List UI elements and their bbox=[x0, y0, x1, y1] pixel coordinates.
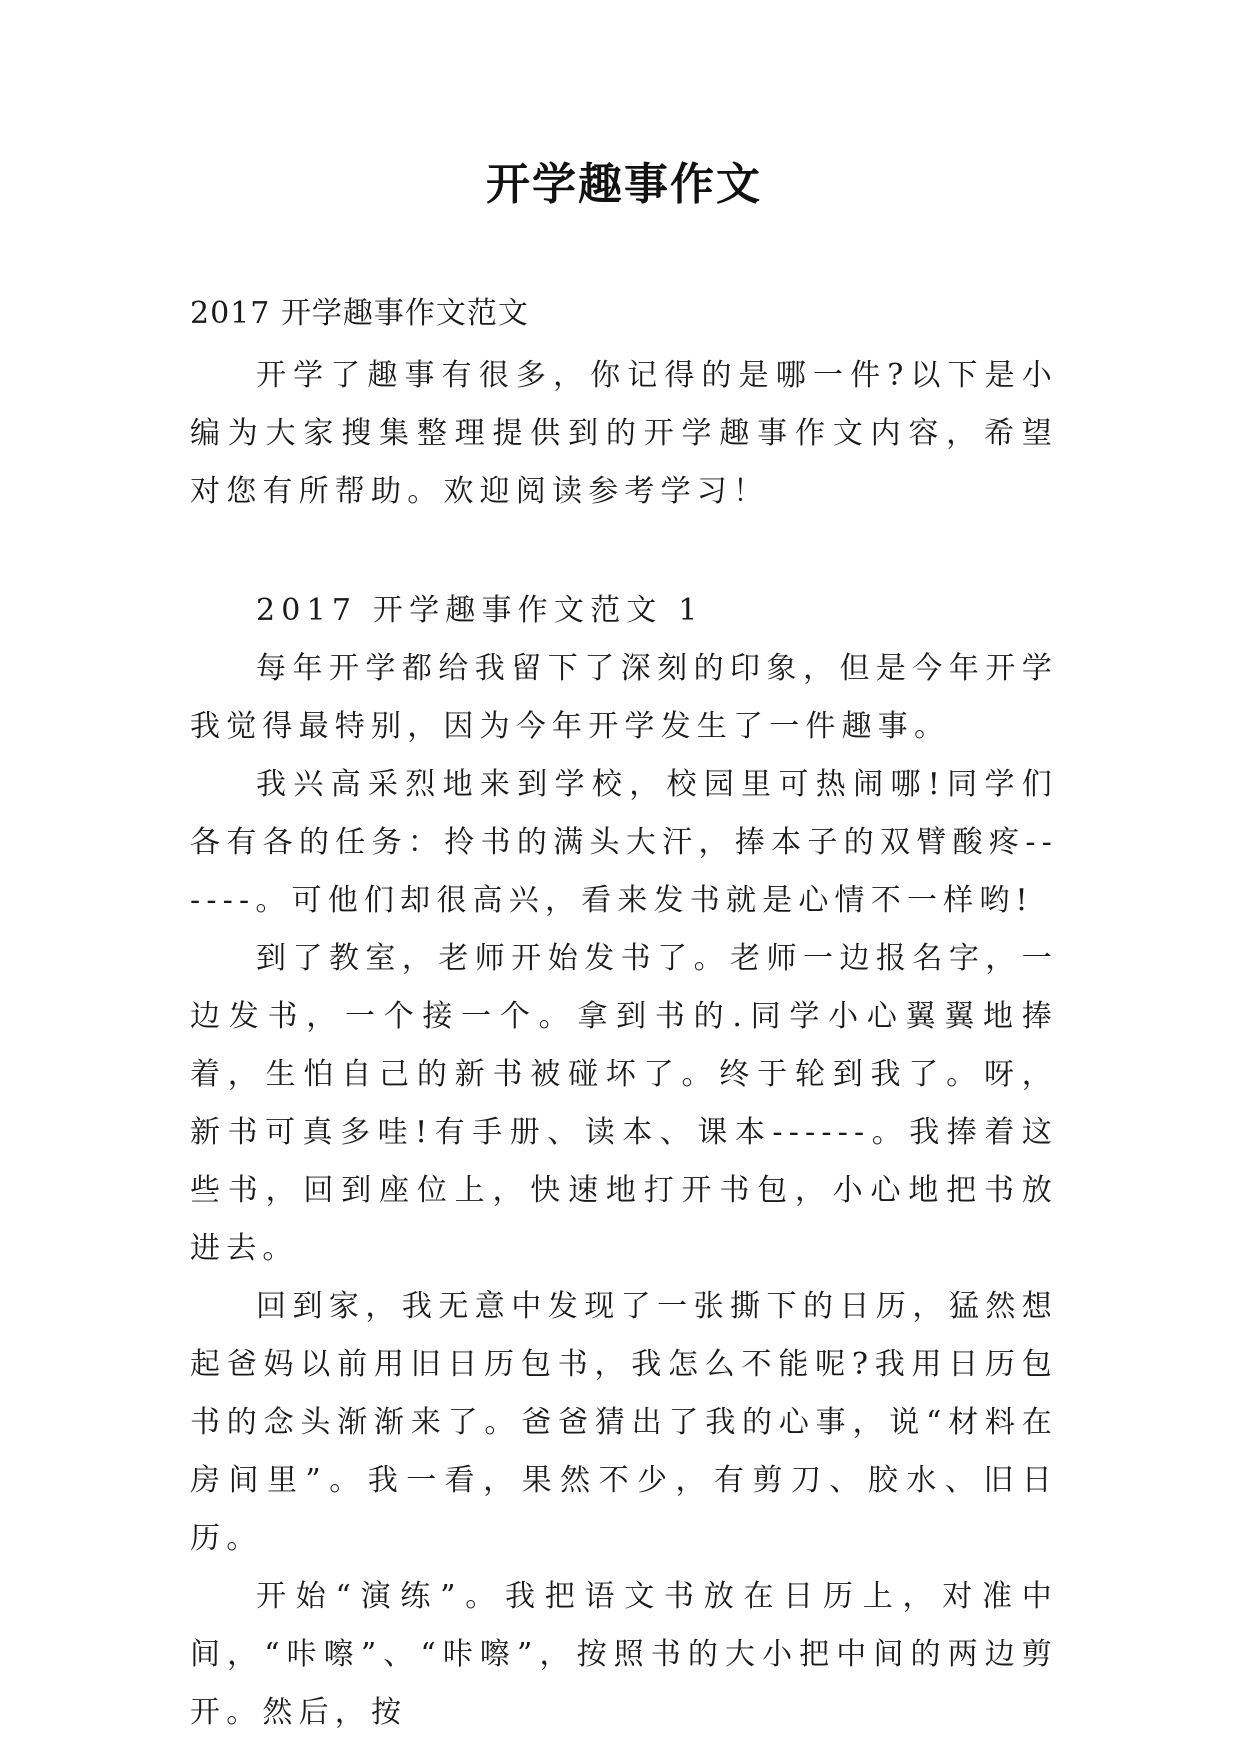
document-subtitle: 2017 开学趣事作文范文 bbox=[190, 296, 529, 331]
essay-section bbox=[190, 582, 1058, 1742]
body-paragraph: 开始“演练”。我把语文书放在日历上，对准中间，“咔嚓”、“咔嚓”，按照书的大小把中间的两边剪开。然后，按 bbox=[190, 1579, 1058, 1730]
section-heading: 2017 开学趣事作文范文 1 bbox=[256, 593, 704, 628]
body-paragraph: 我兴高采烈地来到学校，校园里可热闹哪!同学们各有各的任务：拎书的满头大汗，捧本子的双臂酸疼------。可他们却很高兴，看来发书就是心情不一样哟! bbox=[190, 767, 1058, 918]
body-paragraph: 回到家，我无意中发现了一张撕下的日历，猛然想起爸妈以前用旧日历包书，我怎么不能呢?我用日历包书的念头渐渐来了。爸爸猜出了我的心事，说“材料在房间里”。我一看，果然不少，有剪刀、胶水、旧日历。 bbox=[190, 1289, 1058, 1556]
document-title: 开学趣事作文 bbox=[486, 159, 762, 210]
body-paragraph: 到了教室，老师开始发书了。老师一边报名字，一边发书，一个接一个。拿到书的.同学小心翼翼地捧着，生怕自己的新书被碰坏了。终于轮到我了。呀，新书可真多哇!有手册、读本、课本------。我捧着这些书，回到座位上，快速地打开书包，小心地把书放进去。 bbox=[190, 941, 1058, 1266]
body-paragraph: 每年开学都给我留下了深刻的印象，但是今年开学我觉得最特别，因为今年开学发生了一件趣事。 bbox=[190, 651, 1058, 744]
intro-paragraph: 开学了趣事有很多，你记得的是哪一件?以下是小编为大家搜集整理提供到的开学趣事作文内容，希望对您有所帮助。欢迎阅读参考学习！ bbox=[190, 358, 1058, 509]
intro-block bbox=[190, 347, 1058, 521]
